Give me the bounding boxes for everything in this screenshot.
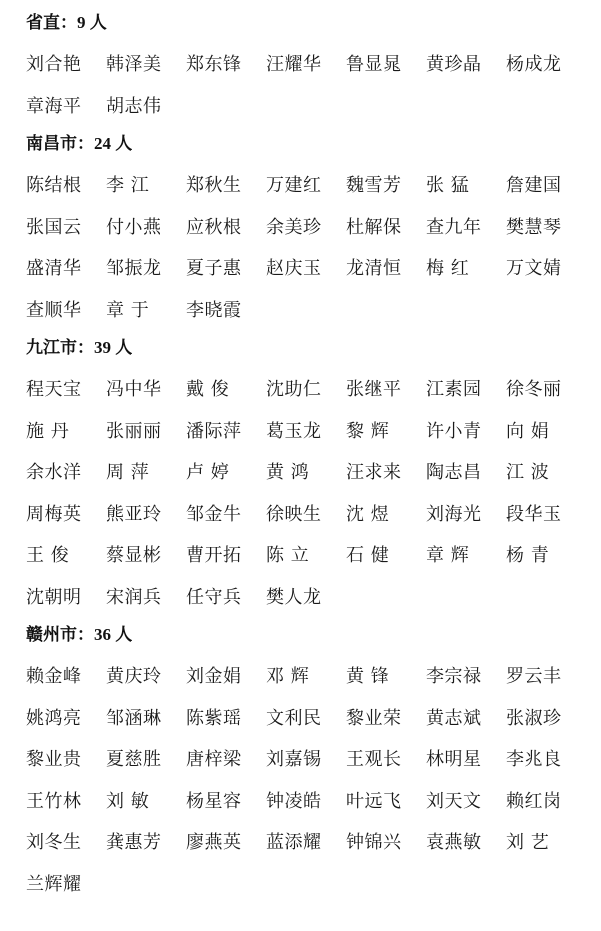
person-name: 夏子惠 bbox=[186, 258, 242, 279]
person-name: 应秋根 bbox=[186, 216, 242, 238]
person-name: 石 健 bbox=[346, 545, 390, 566]
person-name: 王 俊 bbox=[26, 545, 70, 566]
person-name: 汪耀华 bbox=[266, 54, 322, 75]
person-name: 夏慈胜 bbox=[106, 749, 162, 770]
person-name: 张继平 bbox=[346, 379, 402, 400]
person-name: 葛玉龙 bbox=[266, 420, 322, 442]
person-name: 魏雪芳 bbox=[346, 175, 402, 196]
person-name: 姚鸿亮 bbox=[26, 707, 82, 729]
person-name: 杜解保 bbox=[346, 216, 402, 238]
person-name: 邹振龙 bbox=[106, 258, 162, 279]
section-heading-label: 九江市： bbox=[26, 338, 94, 358]
person-name: 杨星容 bbox=[186, 790, 242, 812]
person-name: 邹涵琳 bbox=[106, 707, 162, 729]
person-name: 许小青 bbox=[426, 420, 482, 442]
person-name: 韩泽美 bbox=[106, 54, 162, 75]
person-name: 赵庆玉 bbox=[266, 258, 322, 279]
person-name: 黄志斌 bbox=[426, 707, 482, 729]
person-name: 熊亚玲 bbox=[106, 503, 162, 525]
person-name: 陶志昌 bbox=[426, 462, 482, 483]
person-name: 章海平 bbox=[26, 95, 82, 117]
person-name: 任守兵 bbox=[186, 586, 242, 608]
person-name: 章 于 bbox=[106, 299, 150, 321]
section-heading-count: 36 人 bbox=[94, 625, 133, 644]
person-name: 宋润兵 bbox=[106, 586, 162, 608]
person-name: 卢 婷 bbox=[186, 462, 230, 483]
person-name: 黎业贵 bbox=[26, 749, 82, 770]
person-name: 邹金牛 bbox=[186, 503, 242, 525]
person-name: 郑秋生 bbox=[186, 175, 242, 196]
person-name: 万文婧 bbox=[506, 258, 562, 279]
person-name: 查顺华 bbox=[26, 299, 82, 321]
person-name: 付小燕 bbox=[106, 216, 162, 238]
person-name: 詹建国 bbox=[506, 175, 562, 196]
person-name: 余水洋 bbox=[26, 462, 82, 483]
person-name: 黎业荣 bbox=[346, 707, 402, 729]
person-name: 赖红岗 bbox=[506, 790, 562, 812]
person-name: 张 猛 bbox=[426, 175, 470, 196]
person-name: 李晓霞 bbox=[186, 299, 242, 321]
person-name: 万建红 bbox=[266, 175, 322, 196]
person-name: 徐映生 bbox=[266, 503, 322, 525]
person-name: 黄庆玲 bbox=[106, 666, 162, 687]
person-name: 兰辉耀 bbox=[26, 873, 82, 895]
name-grid bbox=[26, 656, 601, 905]
person-name: 廖燕英 bbox=[186, 832, 242, 853]
person-name: 沈助仁 bbox=[266, 379, 322, 400]
person-name: 江 波 bbox=[506, 462, 550, 483]
person-name: 沈 煜 bbox=[346, 503, 390, 525]
section-heading-label: 省直： bbox=[26, 13, 77, 33]
person-name: 徐冬丽 bbox=[506, 379, 562, 400]
person-name: 向 娟 bbox=[506, 420, 550, 442]
person-name: 梅 红 bbox=[426, 258, 470, 279]
person-name: 刘海光 bbox=[426, 503, 482, 525]
name-grid bbox=[26, 44, 601, 127]
person-name: 赖金峰 bbox=[26, 666, 82, 687]
person-name: 叶远飞 bbox=[346, 790, 402, 812]
person-name: 施 丹 bbox=[26, 420, 70, 442]
section bbox=[26, 129, 601, 331]
person-name: 罗云丰 bbox=[506, 666, 562, 687]
person-name: 陈结根 bbox=[26, 175, 82, 196]
person-name: 刘嘉锡 bbox=[266, 749, 322, 770]
person-name: 王竹林 bbox=[26, 790, 82, 812]
person-name: 戴 俊 bbox=[186, 379, 230, 400]
person-name: 鲁显晁 bbox=[346, 54, 402, 75]
person-name: 黄 鸿 bbox=[266, 462, 310, 483]
person-name: 汪求来 bbox=[346, 462, 402, 483]
person-name: 唐梓梁 bbox=[186, 749, 242, 770]
person-name: 刘金娟 bbox=[186, 666, 242, 687]
person-name: 刘天文 bbox=[426, 790, 482, 812]
section-heading-count: 39 人 bbox=[94, 338, 133, 357]
person-name: 曹开拓 bbox=[186, 545, 242, 566]
person-name: 陈紫瑶 bbox=[186, 707, 242, 729]
person-name: 章 辉 bbox=[426, 545, 470, 566]
person-name: 李兆良 bbox=[506, 749, 562, 770]
person-name: 陈 立 bbox=[266, 545, 310, 566]
person-name: 刘 艺 bbox=[506, 832, 550, 853]
person-name: 黄 锋 bbox=[346, 666, 390, 687]
person-name: 林明星 bbox=[426, 749, 482, 770]
person-name: 蓝添耀 bbox=[266, 832, 322, 853]
person-name: 郑东锋 bbox=[186, 54, 242, 75]
section-heading-label: 赣州市： bbox=[26, 625, 94, 645]
person-name: 龙清恒 bbox=[346, 258, 402, 279]
person-name: 王观长 bbox=[346, 749, 402, 770]
name-grid bbox=[26, 369, 601, 618]
person-name: 盛清华 bbox=[26, 258, 82, 279]
section-heading bbox=[26, 8, 601, 38]
section-heading bbox=[26, 620, 601, 650]
section bbox=[26, 620, 601, 905]
person-name: 周梅英 bbox=[26, 503, 82, 525]
section-heading-label: 南昌市： bbox=[26, 134, 94, 154]
section-heading bbox=[26, 333, 601, 363]
person-name: 冯中华 bbox=[106, 379, 162, 400]
person-name: 余美珍 bbox=[266, 216, 322, 238]
person-name: 钟凌皓 bbox=[266, 790, 322, 812]
person-name: 杨成龙 bbox=[506, 54, 562, 75]
person-name: 刘 敏 bbox=[106, 790, 150, 812]
person-name: 文利民 bbox=[266, 707, 322, 729]
person-name: 程天宝 bbox=[26, 379, 82, 400]
person-name: 樊慧琴 bbox=[506, 216, 562, 238]
person-name: 查九年 bbox=[426, 216, 482, 238]
person-name: 樊人龙 bbox=[266, 586, 322, 608]
person-name: 段华玉 bbox=[506, 503, 562, 525]
person-name: 沈朝明 bbox=[26, 586, 82, 608]
person-name: 杨 青 bbox=[506, 545, 550, 566]
person-name: 江素园 bbox=[426, 379, 482, 400]
section-heading-count: 9 人 bbox=[77, 13, 107, 32]
name-grid bbox=[26, 165, 601, 331]
person-name: 潘际萍 bbox=[186, 420, 242, 442]
person-name: 龚惠芳 bbox=[106, 832, 162, 853]
section bbox=[26, 333, 601, 618]
person-name: 刘冬生 bbox=[26, 832, 82, 853]
person-name: 胡志伟 bbox=[106, 95, 162, 117]
person-name: 周 萍 bbox=[106, 462, 150, 483]
person-name: 李宗禄 bbox=[426, 666, 482, 687]
person-name: 张国云 bbox=[26, 216, 82, 238]
person-name: 李 江 bbox=[106, 175, 150, 196]
person-name: 黎 辉 bbox=[346, 420, 390, 442]
person-name: 钟锦兴 bbox=[346, 832, 402, 853]
person-name: 袁燕敏 bbox=[426, 832, 482, 853]
person-name: 黄珍晶 bbox=[426, 54, 482, 75]
person-name: 刘合艳 bbox=[26, 54, 82, 75]
section-heading bbox=[26, 129, 601, 159]
section bbox=[26, 8, 601, 127]
person-name: 蔡显彬 bbox=[106, 545, 162, 566]
person-name: 张淑珍 bbox=[506, 707, 562, 729]
person-name: 邓 辉 bbox=[266, 666, 310, 687]
section-heading-count: 24 人 bbox=[94, 134, 133, 153]
person-name: 张丽丽 bbox=[106, 420, 162, 442]
